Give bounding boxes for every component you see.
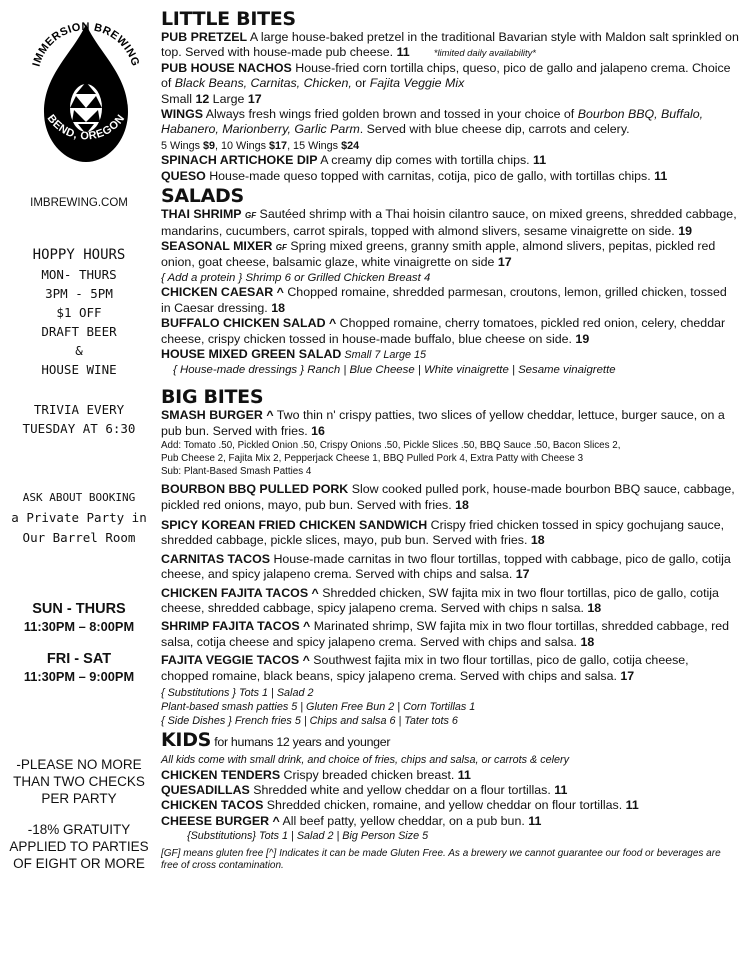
item-size: , 15 Wings	[287, 139, 342, 152]
item-price: $24	[341, 139, 360, 152]
allergen-footer: [GF] means gluten free [^] Indicates it can be made Gluten Free. As a brewery we cannot guarantee our food or beverages are free of cross contamination.	[161, 847, 721, 872]
item-name: CARNITAS TACOS	[161, 551, 270, 566]
item-name: PUB PRETZEL	[161, 30, 248, 44]
logo-bottom-text: BEND, OREGON	[44, 112, 128, 143]
item-desc: House-made queso topped with carnitas, cotija, pico de gallo, with tortillas chips.	[205, 168, 655, 183]
item-options: Black Beans, Carnitas, Chicken,	[174, 76, 352, 91]
section-title-salads: SALADS	[161, 185, 244, 208]
item-name: CHICKEN TENDERS	[161, 767, 281, 782]
gluten-free-mark: ^	[269, 813, 280, 828]
booking-line: a Private Party in	[11, 510, 147, 525]
item-price: 11	[528, 813, 542, 828]
item-price: 17	[620, 668, 635, 683]
item-name: CHICKEN CAESAR	[161, 285, 274, 300]
addon-line: Pub Cheese 2, Fajita Mix 2, Pepperjack Cheese 1, BBQ Pulled Pork 4, Extra Patty with Cheese 3	[161, 453, 584, 465]
gluten-free-mark: GF	[245, 211, 257, 221]
item-desc: House-made carnitas in two flour tortillas, topped with cabbage, pico de gallo, cotija cheese, and spicy jalapeno crema. Served with chips and salsa.	[161, 551, 731, 582]
item-desc: Crispy fried chicken tossed in spicy gochujang sauce, shredded cabbage, pickle slices, mayo, pub bun. Served with fries.	[161, 517, 725, 548]
item-name: CHICKEN TACOS	[161, 798, 264, 813]
immersion-brewing-logo	[24, 12, 148, 192]
addon-line: Sub: Plant-Based Smash Patties 4	[161, 466, 312, 478]
hoppy-line: DRAFT BEER	[41, 324, 117, 339]
trivia-note	[0, 400, 158, 438]
hours-time: 11:30PM – 9:00PM	[23, 669, 135, 684]
item-price: 19	[678, 223, 692, 238]
item-name: BUFFALO CHICKEN SALAD	[161, 316, 326, 331]
item-desc: Chopped romaine, shredded parmesan, croutons, lemon, grilled chicken, tossed in Caesar dressing.	[161, 285, 727, 315]
item-desc: Marinated shrimp, SW fajita mix in two flour tortillas, shredded cabbage, red salsa, cotija cheese and spicy jalapeno crema. Served with chips and salsa.	[161, 619, 730, 649]
item-desc: Two thin n' crispy patties, two slices of yellow cheddar, lettuce, burger sauce, on a pub bun. Served with fries.	[161, 408, 725, 438]
policies	[0, 756, 158, 886]
menu-item-buffalo-salad	[161, 316, 739, 347]
item-price: 17	[247, 91, 262, 106]
item-size: 5 Wings	[161, 139, 204, 152]
booking-line: ASK ABOUT BOOKING	[22, 491, 136, 504]
item-price: 18	[587, 600, 602, 615]
big-bites-substitutions	[161, 686, 739, 728]
item-name: QUESO	[161, 168, 206, 183]
menu-item-shrimp-fajita	[161, 619, 739, 650]
item-name: SHRIMP FAJITA TACOS	[161, 619, 300, 634]
hours-days: FRI - SAT	[46, 651, 112, 667]
menu-item-bbq-pork	[161, 482, 739, 513]
item-price: 11	[457, 767, 471, 782]
item-name: HOUSE MIXED GREEN SALAD	[161, 347, 342, 362]
menu-item-pub-pretzel	[161, 30, 739, 61]
policy-checks: -PLEASE NO MORE THAN TWO CHECKS PER PARTY	[13, 757, 145, 806]
sub-line: { Side Dishes } French fries 5 | Chips and salsa 6 | Tater tots 6	[161, 714, 458, 727]
booking-note	[0, 488, 158, 548]
menu-item-veggie-tacos	[161, 653, 739, 684]
item-name: QUESADILLAS	[161, 782, 250, 797]
item-price: 19	[575, 331, 590, 346]
item-desc: or	[351, 76, 370, 91]
gluten-free-mark: GF	[275, 243, 287, 253]
item-note: *limited daily availability*	[433, 47, 536, 59]
sub-line: Plant-based smash patties 5 | Gluten Free Bun 2 | Corn Tortillas 1	[161, 700, 476, 713]
gluten-free-mark: ^	[299, 619, 311, 634]
menu-item-thai-shrimp	[161, 207, 739, 239]
logo-top-text: IMMERSION BREWING	[30, 20, 142, 68]
item-price: 11	[396, 45, 410, 60]
hours-days: SUN - THURS	[32, 601, 126, 617]
menu-item-chicken-caesar	[161, 285, 739, 316]
kids-title: KIDS	[161, 728, 212, 751]
item-name: FAJITA VEGGIE TACOS	[161, 653, 300, 668]
item-name: BOURBON BBQ PULLED PORK	[161, 482, 349, 497]
kids-subtitle: for humans 12 years and younger	[211, 734, 391, 749]
item-price: $17	[269, 139, 288, 152]
item-price: 18	[580, 634, 595, 649]
policy-gratuity: -18% GRATUITY APPLIED TO PARTIES OF EIGHT OR MORE	[9, 822, 149, 871]
item-desc: A creamy dip comes with tortilla chips.	[317, 153, 534, 168]
hoppy-line: &	[75, 343, 83, 358]
sub-line: { Substitutions } Tots 1 | Salad 2	[161, 686, 314, 699]
item-price: 18	[530, 533, 545, 548]
gluten-free-mark: ^	[325, 316, 337, 331]
item-price: 11	[554, 782, 568, 797]
protein-addon: { Add a protein } Shrimp 6 or Grilled Chicken Breast 4	[161, 271, 431, 284]
menu-item-korean-chicken	[161, 518, 739, 549]
item-desc: . Served with blue cheese dip, carrots and celery.	[359, 122, 630, 137]
item-desc: Always fresh wings fried golden brown and tossed in your choice of	[203, 107, 578, 122]
kids-note: All kids come with small drink, and choice of fries, chips and salsa, or carrots & celery	[161, 753, 570, 766]
booking-line: Our Barrel Room	[22, 530, 136, 545]
burger-addons	[161, 439, 739, 478]
item-desc: A large house-baked pretzel in the traditional Bavarian style with Maldon salt sprinkled on top. Served with house-made pub cheese.	[161, 30, 739, 60]
hoppy-line: HOPPY HOURS	[32, 247, 126, 263]
item-desc: Crispy breaded chicken breast.	[280, 767, 458, 782]
opening-hours	[0, 600, 158, 700]
item-name: CHICKEN FAJITA TACOS	[161, 585, 309, 600]
item-desc: Slow cooked pulled pork, house-made bourbon BBQ sauce, cabbage, pickled red onions, mayo, pub bun. Served with fries.	[161, 482, 735, 512]
item-name: SMASH BURGER	[161, 408, 263, 423]
item-price: 17	[515, 567, 530, 582]
menu-item-spinach-dip	[161, 153, 739, 168]
item-name: PUB HOUSE NACHOS	[161, 60, 292, 75]
item-name: SPICY KOREAN FRIED CHICKEN SANDWICH	[161, 517, 428, 532]
item-price: 11	[625, 798, 639, 813]
item-name: THAI SHRIMP	[161, 207, 242, 222]
menu	[161, 8, 739, 883]
item-size: , 10 Wings	[215, 139, 270, 152]
hoppy-line: HOUSE WINE	[41, 362, 117, 377]
gluten-free-mark: ^	[262, 408, 274, 423]
hours-time: 11:30PM – 8:00PM	[23, 619, 135, 634]
item-desc: Shredded chicken, SW fajita mix in two flour tortillas, pico de gallo, cotija cheese, shredded cabbage, spicy jalapeno crema. Served with chips n salsa.	[161, 585, 719, 615]
item-name: SEASONAL MIXER	[161, 239, 273, 254]
item-size: Small	[161, 91, 196, 106]
item-options: Bourbon BBQ, Buffalo, Habanero, Marionberry, Garlic Parm	[161, 107, 704, 137]
item-price: 12	[195, 91, 210, 106]
item-desc: Spring mixed greens, granny smith apple, almond slivers, pepitas, pickled red onion, goat cheese, balsamic glaze, white vinaigrette on side	[161, 239, 716, 270]
menu-item-cheese-burger	[161, 814, 739, 829]
item-desc: Chopped romaine, cherry tomatoes, pickled red onion, celery, cheddar cheese, crispy chicken tossed in house-made buffalo, blue cheese on side.	[161, 316, 726, 346]
trivia-line: TRIVIA EVERY	[33, 402, 125, 417]
wing-sizes	[161, 140, 359, 152]
item-price: $9	[203, 139, 216, 152]
item-size: Small 7 Large 15	[341, 349, 426, 362]
item-options: Fajita Veggie Mix	[369, 76, 465, 91]
item-desc: Shredded chicken, romaine, and yellow cheddar on flour tortillas.	[263, 798, 626, 813]
item-name: SPINACH ARTICHOKE DIP	[161, 153, 318, 168]
item-desc: Shredded white and yellow cheddar on a flour tortillas.	[249, 782, 555, 797]
item-size: Large	[209, 91, 248, 106]
item-desc: All beef patty, yellow cheddar, on a pub bun.	[279, 813, 529, 828]
item-price: 16	[311, 423, 325, 438]
menu-item-chicken-tenders	[161, 768, 739, 783]
menu-item-seasonal-mixer	[161, 239, 739, 271]
hoppy-hours	[0, 246, 158, 379]
dressings: { House-made dressings } Ranch | Blue Cheese | White vinaigrette | Sesame vinaigrette	[173, 363, 616, 376]
item-price: 11	[533, 153, 547, 168]
section-title-big-bites: BIG BITES	[161, 386, 264, 409]
hoppy-line: MON- THURS	[41, 267, 117, 282]
item-price: 11	[654, 168, 668, 183]
menu-item-nachos	[161, 61, 739, 107]
addon-line: Add: Tomato .50, Pickled Onion .50, Crispy Onions .50, Pickle Slices .50, BBQ Sauce .50, Bacon Slices 2,	[161, 440, 621, 452]
item-desc: House-fried corn tortilla chips, queso, pico de gallo and jalapeno crema. Choice of	[161, 60, 731, 91]
menu-item-smash-burger	[161, 408, 739, 439]
menu-item-chicken-fajita	[161, 586, 739, 617]
item-price: 18	[455, 497, 469, 512]
kids-substitutions: {Substitutions} Tots 1 | Salad 2 | Big Person Size 5	[187, 830, 429, 843]
section-title-little-bites: LITTLE BITES	[161, 8, 296, 30]
gluten-free-mark: ^	[299, 653, 310, 668]
section-title-kids	[161, 729, 739, 753]
menu-item-wings	[161, 107, 739, 153]
gluten-free-mark: ^	[308, 585, 319, 600]
menu-item-quesadillas	[161, 783, 739, 798]
sidebar	[0, 0, 158, 955]
item-desc: Southwest fajita mix in two flour tortillas, pico de gallo, cotija cheese, chopped romaine, black beans, spicy jalapeno crema. Served with chips and salsa.	[161, 653, 689, 683]
hoppy-line: 3PM - 5PM	[45, 286, 113, 301]
item-desc: Sautéed shrimp with a Thai hoisin cilantro sauce, on mixed greens, shredded cabbage, mandarins, cucumbers, carrot spirals, topped with almond slivers, sesame vinaigrette on side.	[161, 207, 737, 238]
gluten-free-mark: ^	[273, 285, 284, 300]
menu-item-queso	[161, 169, 739, 184]
item-name: WINGS	[161, 107, 203, 122]
item-name: CHEESE BURGER	[161, 813, 270, 828]
menu-item-carnitas-tacos	[161, 552, 739, 583]
trivia-line: TUESDAY AT 6:30	[22, 421, 136, 436]
item-price: 18	[271, 300, 285, 315]
website-link[interactable]: IMBREWING.COM	[30, 197, 128, 209]
hoppy-line: $1 OFF	[56, 305, 102, 320]
item-price: 17	[497, 255, 512, 270]
menu-item-house-salad	[161, 347, 739, 363]
menu-item-chicken-tacos	[161, 798, 739, 813]
